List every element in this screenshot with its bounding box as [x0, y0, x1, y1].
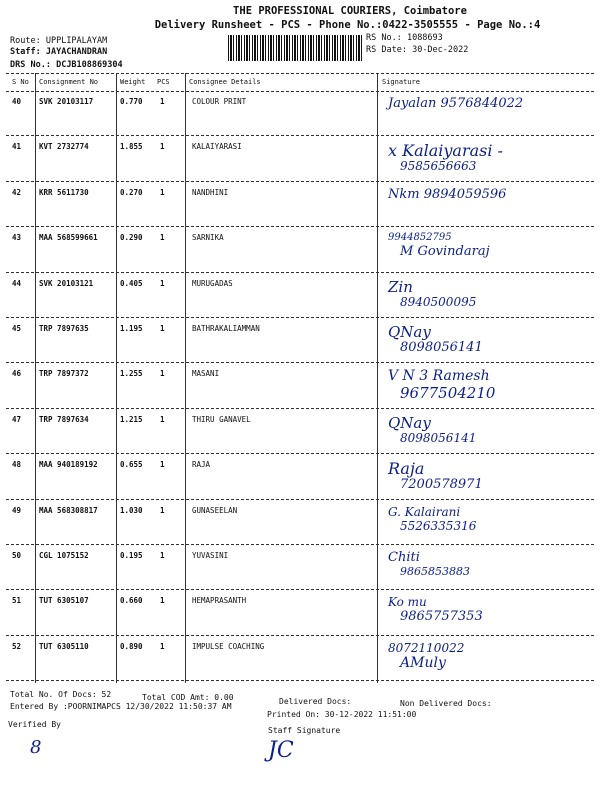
row-signature-phone: M Govindaraj — [400, 244, 490, 260]
row-consignment-no: MAA 940189192 — [39, 460, 98, 470]
col-header-signature: Signature — [382, 78, 420, 86]
row-separator — [6, 544, 594, 545]
row-consignment-no: KRR 5611730 — [39, 187, 89, 197]
row-weight: 1.030 — [120, 505, 143, 515]
staff-value: JAYACHANDRAN — [45, 47, 108, 57]
route-line — [10, 36, 107, 46]
row-consignment-no: CGL 1075152 — [39, 551, 89, 560]
row-weight: 1.255 — [120, 369, 143, 379]
row-signature-phone: AMuly — [400, 654, 446, 671]
row-consignee-name: RAJA — [192, 460, 211, 470]
row-pcs: 1 — [160, 460, 165, 470]
row-pcs: 1 — [160, 641, 165, 651]
non-delivered-docs: Non Delivered Docs: — [400, 699, 492, 708]
row-signature: Ko mu — [388, 595, 427, 610]
row-signature-phone: 8098056141 — [400, 430, 477, 445]
col-header-cons: Consignment No — [39, 78, 99, 86]
row-signature: Nkm 9894059596 — [388, 186, 507, 202]
row-weight: 0.195 — [120, 551, 143, 560]
row-sno: 41 — [12, 142, 22, 152]
row-signature-phone: 9865757353 — [400, 609, 483, 625]
col-divider — [185, 73, 186, 683]
row-consignment-no: TUT 6305107 — [39, 596, 89, 606]
row-signature-phone: 9677504210 — [400, 384, 496, 403]
row-consignee-name: THIRU GANAVEL — [192, 414, 251, 424]
route-value: UPPLIPALAYAM — [45, 36, 108, 46]
drs-value: DCJB108869304 — [56, 60, 123, 70]
row-separator — [6, 317, 594, 318]
row-separator — [6, 499, 594, 500]
row-consignee-name: HEMAPRASANTH — [192, 596, 247, 606]
row-pcs: 1 — [160, 142, 165, 152]
row-consignment-no: TRP 7897372 — [39, 369, 89, 379]
delivered-docs: Delivered Docs: — [279, 697, 352, 706]
row-signature: x Kalaiyarasi - — [388, 141, 503, 161]
row-consignee-name: SARNIKA — [192, 233, 224, 243]
row-separator — [6, 272, 594, 273]
route-label: Route: — [10, 36, 41, 46]
rs-no-line — [366, 33, 443, 43]
row-separator — [6, 362, 594, 363]
row-pcs: 1 — [160, 596, 165, 606]
row-signature: Raja — [388, 459, 425, 479]
row-signature-phone: 9865853883 — [400, 565, 470, 578]
total-docs: Total No. Of Docs: 52 — [10, 690, 112, 699]
row-sno: 40 — [12, 97, 22, 106]
col-header-details: Consignee Details — [189, 78, 261, 86]
row-separator — [6, 635, 594, 636]
row-signature: 9944852795 — [388, 232, 452, 244]
row-pcs: 1 — [160, 233, 165, 243]
row-weight: 0.660 — [120, 596, 143, 606]
col-header-pcs: PCS — [157, 78, 170, 86]
row-signature-phone: 8940500095 — [400, 294, 477, 309]
row-sno: 51 — [12, 596, 22, 606]
rs-date-line — [366, 45, 468, 55]
row-separator — [6, 453, 594, 454]
row-weight: 0.270 — [120, 187, 143, 197]
row-pcs: 1 — [160, 414, 165, 424]
row-consignee-name: IMPULSE COACHING — [192, 641, 265, 651]
row-weight: 0.890 — [120, 641, 143, 651]
table-header-rule — [6, 91, 594, 92]
row-weight: 1.855 — [120, 142, 143, 152]
row-pcs: 1 — [160, 97, 165, 106]
runsheet-subtitle: Delivery Runsheet - PCS - Phone No.:0422-3505555 - Page No.:4 — [154, 19, 541, 31]
row-sno: 46 — [12, 369, 22, 379]
row-pcs: 1 — [160, 369, 165, 379]
row-signature-phone: 8098056141 — [400, 340, 483, 355]
staff-signature-label: Staff Signature — [268, 726, 341, 735]
row-weight: 1.195 — [120, 324, 143, 333]
row-separator — [6, 408, 594, 409]
row-sno: 47 — [12, 414, 22, 424]
row-weight: 1.215 — [120, 414, 143, 424]
row-consignee-name: KALAIYARASI — [192, 142, 242, 152]
entered-by: Entered By :POORNIMAPCS 12/30/2022 11:50:37 AM — [10, 702, 232, 711]
row-weight: 0.405 — [120, 278, 143, 288]
row-consignee-name: BATHRAKALIAMMAN — [192, 324, 260, 333]
drs-line — [10, 60, 123, 70]
row-pcs: 1 — [160, 324, 165, 333]
row-signature: Zin — [388, 277, 413, 296]
row-consignee-name: GUNASEELAN — [192, 505, 238, 515]
total-cod: Total COD Amt: 0.00 — [142, 693, 234, 702]
row-consignment-no: TUT 6305110 — [39, 641, 89, 651]
row-sno: 42 — [12, 187, 22, 197]
row-sno: 45 — [12, 324, 22, 333]
row-consignment-no: TRP 7897634 — [39, 414, 89, 424]
row-signature: 8072110022 — [388, 640, 465, 655]
row-signature: QNay — [388, 413, 431, 432]
row-weight: 0.290 — [120, 233, 143, 243]
row-sno: 49 — [12, 505, 22, 515]
staff-label: Staff: — [10, 47, 41, 57]
col-divider — [377, 73, 378, 683]
verified-signature: 8 — [30, 737, 42, 758]
row-separator — [6, 135, 594, 136]
row-weight: 0.770 — [120, 97, 143, 106]
row-pcs: 1 — [160, 278, 165, 288]
rs-date-value: 30-Dec-2022 — [412, 45, 469, 55]
drs-label: DRS No.: — [10, 60, 51, 70]
row-signature-phone: 7200578971 — [400, 477, 483, 493]
row-separator — [6, 680, 594, 681]
company-title: THE PROFESSIONAL COURIERS, Coimbatore — [233, 5, 467, 17]
row-sno: 44 — [12, 278, 22, 288]
row-weight: 0.655 — [120, 460, 143, 470]
rs-no-value: 1088693 — [406, 33, 443, 43]
rs-date-label: RS Date: — [366, 45, 407, 55]
row-separator — [6, 226, 594, 227]
staff-line — [10, 47, 107, 57]
col-divider — [116, 73, 117, 683]
col-header-weight: Weight — [120, 78, 146, 86]
row-signature: QNay — [388, 323, 431, 341]
barcode — [228, 35, 363, 61]
row-consignment-no: SVK 20103117 — [39, 97, 94, 106]
row-pcs: 1 — [160, 551, 165, 560]
row-sno: 52 — [12, 641, 22, 651]
row-sno: 48 — [12, 460, 22, 470]
row-signature: Jayalan 9576844022 — [388, 96, 524, 111]
row-sno: 50 — [12, 551, 22, 560]
row-consignee-name: NANDHINI — [192, 187, 229, 197]
table-top-rule — [6, 73, 594, 74]
row-signature-phone: 9585656663 — [400, 159, 477, 174]
row-signature: G. Kalairani — [388, 504, 461, 519]
row-signature: Chiti — [388, 550, 420, 565]
row-consignment-no: TRP 7897635 — [39, 324, 89, 333]
row-consignment-no: SVK 20103121 — [39, 278, 94, 288]
row-separator — [6, 589, 594, 590]
row-consignee-name: MURUGADAS — [192, 278, 233, 288]
col-divider — [35, 73, 36, 683]
row-separator — [6, 181, 594, 182]
row-signature: V N 3 Ramesh — [388, 368, 490, 385]
row-consignee-name: YUVASINI — [192, 551, 229, 560]
row-sno: 43 — [12, 233, 22, 243]
staff-signature: JC — [268, 738, 294, 763]
row-consignment-no: MAA 568599661 — [39, 233, 98, 243]
row-pcs: 1 — [160, 187, 165, 197]
row-consignment-no: MAA 568308817 — [39, 505, 98, 515]
row-consignment-no: KVT 2732774 — [39, 142, 89, 152]
printed-on: Printed On: 30-12-2022 11:51:00 — [267, 710, 417, 719]
verified-by: Verified By — [8, 720, 61, 729]
row-signature-phone: 5526335316 — [400, 518, 477, 533]
row-consignee-name: COLOUR PRINT — [192, 97, 247, 106]
row-consignee-name: MASANI — [192, 369, 220, 379]
row-pcs: 1 — [160, 505, 165, 515]
col-header-sno: S No — [12, 78, 29, 86]
rs-no-label: RS No.: — [366, 33, 402, 43]
